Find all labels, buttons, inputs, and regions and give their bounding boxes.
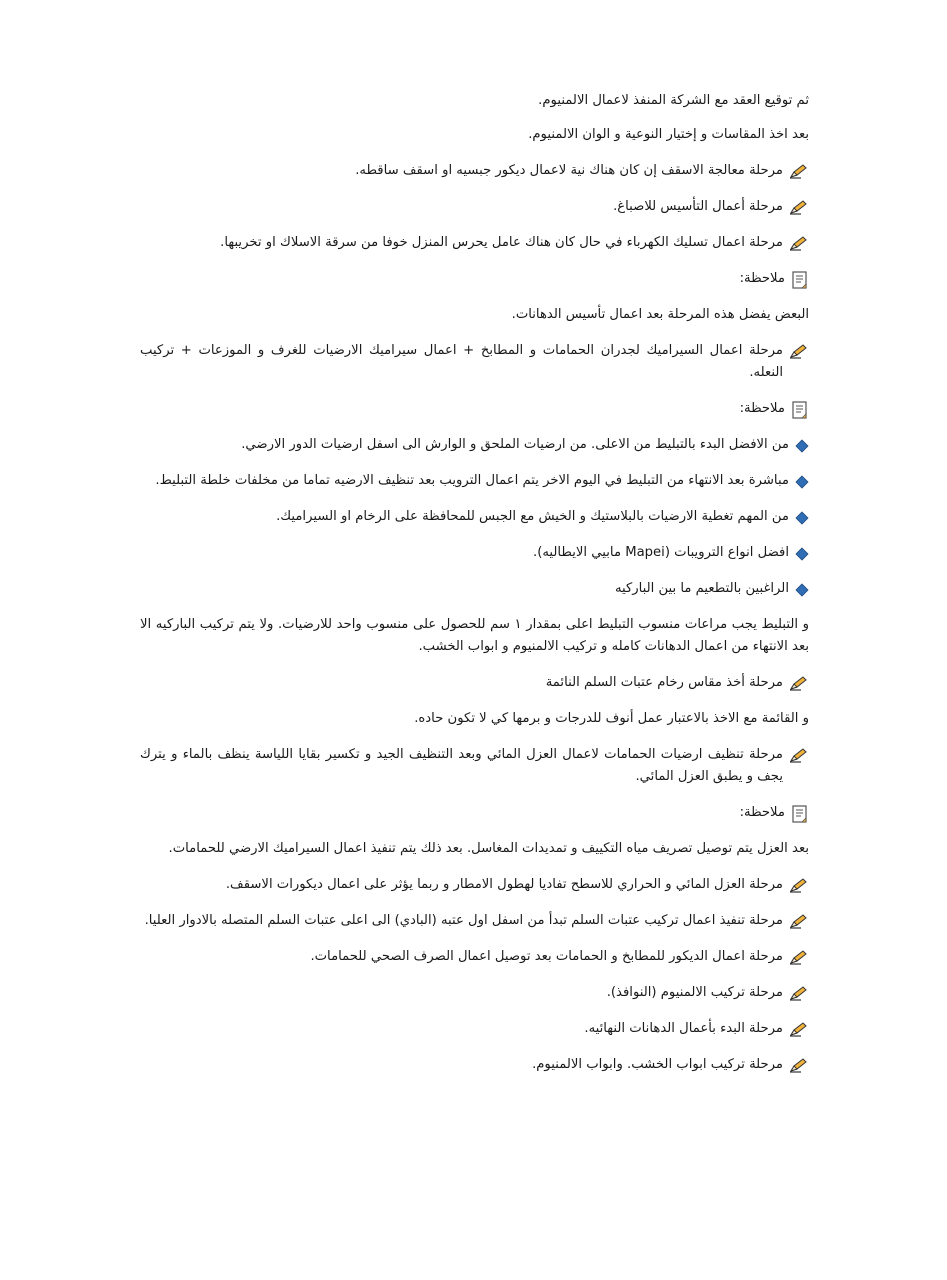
pencil-icon: [789, 675, 809, 691]
bullet-text: الراغبين بالتطعيم ما بين الباركيه: [614, 581, 789, 596]
paragraph-1: [140, 90, 809, 112]
pencil-icon: [789, 747, 809, 763]
note-icon: [791, 271, 809, 289]
bullet-item: [140, 470, 809, 492]
paragraph-24: [140, 982, 809, 1004]
note-heading: [140, 268, 809, 290]
paragraph-text: البعض يفضل هذه المرحلة بعد اعمال تأسيس الدهانات.: [511, 307, 809, 322]
note-label: ملاحظة:: [739, 271, 785, 286]
bullet-item: [140, 578, 809, 600]
paragraph-text: مرحلة اعمال السيراميك لجدران الحمامات و المطابخ + اعمال سيراميك الارضيات للغرف و الموزعات + تركيب النعله.: [140, 343, 783, 380]
note-icon: [791, 805, 809, 823]
paragraph-7: [140, 304, 809, 326]
pencil-icon: [789, 877, 809, 893]
diamond-bullet-icon: [795, 473, 809, 489]
bullet-item: [140, 506, 809, 528]
pencil-icon: [789, 1021, 809, 1037]
paragraph-text: مرحلة اعمال تسليك الكهرباء في حال كان هناك عامل يحرس المنزل خوفا من سرقة الاسلاك او تخريبها.: [220, 235, 783, 250]
pencil-icon: [789, 235, 809, 251]
paragraph-16: [140, 672, 809, 694]
paragraph-15: [140, 614, 809, 658]
paragraph-text: و التبليط يجب مراعات منسوب التبليط اعلى بمقدار ١ سم للحصول على منسوب واحد للارضيات. ولا يتم تركيب الباركيه الا بعد الانتهاء من اعمال الدهانات كامله و تركيب الالمنيوم و ابواب الخشب.: [140, 617, 809, 654]
bullet-item: [140, 434, 809, 456]
paragraph-text: مرحلة البدء بأعمال الدهانات النهائيه.: [584, 1021, 783, 1036]
paragraph-text: مرحلة أعمال التأسيس للاصباغ.: [613, 199, 783, 214]
paragraph-23: [140, 946, 809, 968]
paragraph-text: مرحلة تنفيذ اعمال تركيب عتبات السلم تبدأ من اسفل اول عتبه (البادي) الى اعلى عتبات السلم المتصله بالادوار العليا.: [144, 913, 783, 928]
diamond-bullet-icon: [795, 545, 809, 561]
diamond-bullet-icon: [795, 509, 809, 525]
paragraph-17: [140, 708, 809, 730]
pencil-icon: [789, 949, 809, 965]
paragraph-text: بعد اخذ المقاسات و إختيار النوعية و الوان الالمنيوم.: [528, 127, 809, 142]
bullet-text: افضل انواع الترويبات (Mapei مابيي الايطاليه).: [533, 545, 789, 560]
note-heading: [140, 398, 809, 420]
bullet-text: مباشرة بعد الانتهاء من التبليط في اليوم الاخر يتم اعمال الترويب بعد تنظيف الارضيه تماما من مخلفات خلطة التبليط.: [155, 473, 789, 488]
paragraph-text: ثم توقيع العقد مع الشركة المنفذ لاعمال الالمنيوم.: [538, 93, 809, 108]
paragraph-8: [140, 340, 809, 384]
paragraph-text: مرحلة تنظيف ارضيات الحمامات لاعمال العزل المائي وبعد التنظيف الجيد و تكسير بقايا اللياسة ينظف بالماء و يترك يجف و يطبق العزل المائي.: [140, 747, 783, 784]
paragraph-text: مرحلة تركيب ابواب الخشب. وابواب الالمنيوم.: [532, 1057, 783, 1072]
paragraph-5: [140, 232, 809, 254]
note-icon: [791, 401, 809, 419]
note-heading: [140, 802, 809, 824]
pencil-icon: [789, 1057, 809, 1073]
note-label: ملاحظة:: [739, 805, 785, 820]
paragraph-21: [140, 874, 809, 896]
paragraph-text: مرحلة أخذ مقاس رخام عتبات السلم النائمة: [545, 675, 783, 690]
paragraph-text: مرحلة تركيب الالمنيوم (النوافذ).: [606, 985, 783, 1000]
diamond-bullet-icon: [795, 581, 809, 597]
paragraph-4: [140, 196, 809, 218]
paragraph-2: [140, 124, 809, 146]
note-label: ملاحظة:: [739, 401, 785, 416]
pencil-icon: [789, 913, 809, 929]
paragraph-20: [140, 838, 809, 860]
paragraph-18: [140, 744, 809, 788]
paragraph-text: مرحلة العزل المائي و الحراري للاسطح تفاديا لهطول الامطار و ربما يؤثر على اعمال ديكورات الاسقف.: [225, 877, 783, 892]
paragraph-3: [140, 160, 809, 182]
bullet-text: من المهم تغطية الارضيات بالبلاستيك و الخيش مع الجبس للمحافظة على الرخام او السيراميك.: [276, 509, 789, 524]
paragraph-22: [140, 910, 809, 932]
pencil-icon: [789, 163, 809, 179]
diamond-bullet-icon: [795, 437, 809, 453]
bullet-item: [140, 542, 809, 564]
paragraph-text: مرحلة معالجة الاسقف إن كان هناك نية لاعمال ديكور جبسيه او اسقف ساقطه.: [355, 163, 783, 178]
paragraph-25: [140, 1018, 809, 1040]
bullet-text: من الافضل البدء بالتبليط من الاعلى. من ارضيات الملحق و الوارش الى اسفل ارضيات الدور الارضي.: [241, 437, 789, 452]
paragraph-text: مرحلة اعمال الديكور للمطابخ و الحمامات بعد توصيل اعمال الصرف الصحي للحمامات.: [310, 949, 783, 964]
pencil-icon: [789, 343, 809, 359]
pencil-icon: [789, 985, 809, 1001]
paragraph-text: بعد العزل يتم توصيل تصريف مياه التكييف و تمديدات المغاسل. بعد ذلك يتم تنفيذ اعمال السيراميك الارضي للحمامات.: [168, 841, 809, 856]
paragraph-26: [140, 1054, 809, 1076]
pencil-icon: [789, 199, 809, 215]
paragraph-text: و القائمة مع الاخذ بالاعتبار عمل أنوف للدرجات و برمها كي لا تكون حاده.: [414, 711, 809, 726]
